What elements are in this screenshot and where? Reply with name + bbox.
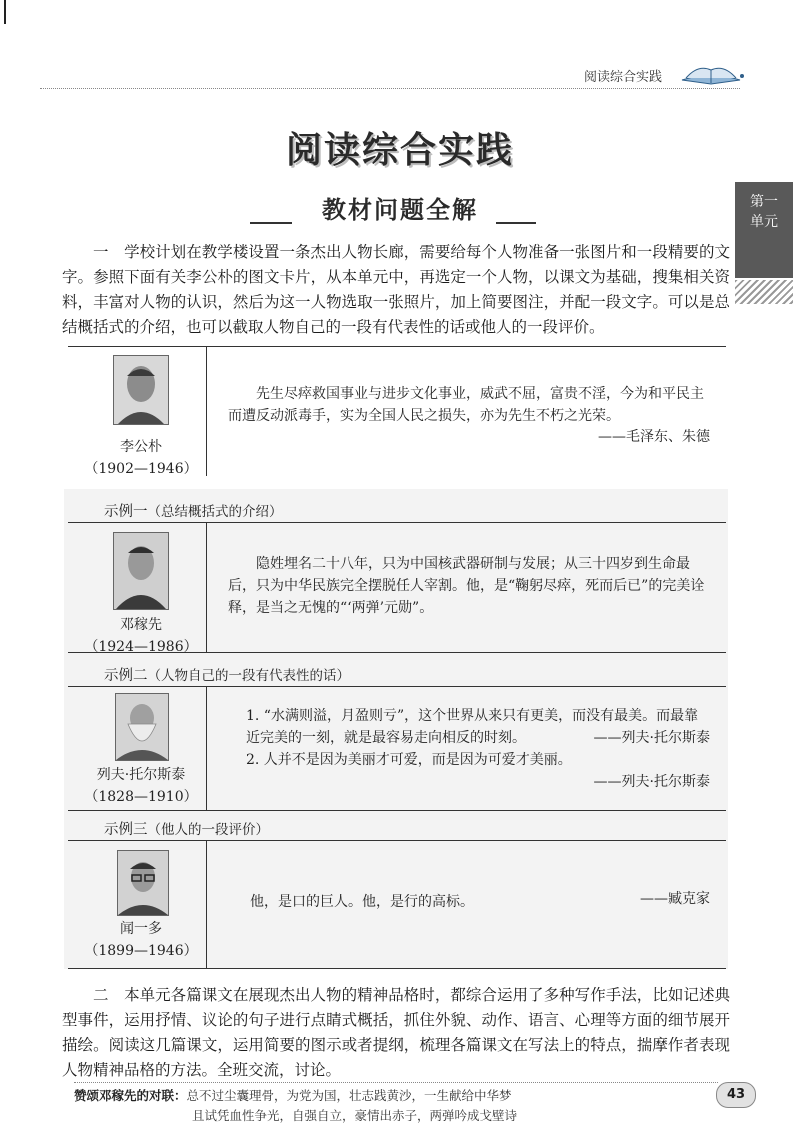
example2-quote1: 1. “水满则溢，月盈则亏”，这个世界从来只有更美，而没有最美。而最靠近完美的一刻，就是最容易走向相反的时刻。 bbox=[246, 708, 699, 746]
subtitle-rule-left bbox=[250, 222, 292, 224]
unit-tab-line2: 单元 bbox=[750, 214, 778, 230]
example2-heading bbox=[104, 664, 350, 685]
years-deng-jiaxian: （1924—1986） bbox=[84, 639, 198, 655]
page-number: 43 bbox=[716, 1082, 756, 1108]
example1-text: 隐姓埋名二十八年，只为中国核武器研制与发展；从三十四岁到生命最后，只为中华民族完全摆脱任人宰割。他，是“鞠躬尽瘁，死而后已”的完美诠释，是当之无愧的“‘两弹’元勋”。 bbox=[228, 556, 705, 616]
quote-li-gongpu: 先生尽瘁救国事业与进步文化事业，威武不屈，富贵不淫，今为和平民主而遭反动派毒手，实为全国人民之损失，亦为先生不朽之光荣。 bbox=[228, 386, 704, 424]
examples-bottom-rule bbox=[68, 968, 726, 969]
footer-line2: 且试凭血性争光，自强自立，豪情出赤子，两弹吟成戈壁诗 bbox=[192, 1108, 518, 1123]
portrait-wen-yiduo bbox=[117, 850, 169, 916]
example2-attribution1: ——列夫·托尔斯泰 bbox=[593, 730, 710, 746]
section-subtitle: 教材问题全解 bbox=[322, 196, 478, 224]
caption-wen-yiduo bbox=[72, 918, 210, 962]
example2-separator bbox=[68, 652, 726, 653]
example3-label: 示例三 bbox=[104, 822, 148, 838]
example3-quote: 他，是口的巨人。他，是行的高标。 bbox=[250, 894, 474, 910]
example1-paren: （总结概括式的介绍） bbox=[147, 504, 283, 520]
example3-heading bbox=[104, 818, 269, 839]
example2-label: 示例二 bbox=[104, 668, 148, 684]
footer-label: 赞颂邓稼先的对联： bbox=[74, 1088, 187, 1103]
header-rule bbox=[40, 88, 740, 89]
years-wen-yiduo: （1899—1946） bbox=[84, 943, 198, 959]
unit-tab-line1: 第一 bbox=[750, 194, 778, 210]
example2-quote2: 2. 人并不是因为美丽才可爱，而是因为可爱才美丽。 bbox=[246, 752, 572, 768]
example3-attribution: ——臧克家 bbox=[640, 891, 710, 907]
question-two-text: 二 本单元各篇课文在展现杰出人物的精神品格时，都综合运用了多种写作手法，比如记述典型事件，运用抒情、议论的句子进行点睛式概括，抓住外貌、动作、语言、心理等方面的细节展开描绘。阅读这几篇课文，运用简要的图示或者提纲，梳理各篇课文在写法上的特点，揣摩作者表现人物精神品格的方法。全班交流，讨论。 bbox=[62, 986, 730, 1079]
example1-top-rule bbox=[68, 522, 726, 523]
example2-paren: （人物自己的一段有代表性的话） bbox=[147, 668, 350, 684]
card-top-rule bbox=[68, 346, 726, 347]
margin-mark bbox=[4, 0, 6, 24]
footer-line1: 总不过尘囊理骨，为党为国，壮志践黄沙，一生献给中华梦 bbox=[186, 1088, 512, 1103]
caption-tolstoy bbox=[72, 764, 210, 808]
name-li-gongpu: 李公朴 bbox=[120, 439, 162, 455]
example1-label: 示例一 bbox=[104, 504, 148, 520]
portrait-deng-jiaxian bbox=[113, 532, 169, 610]
page-title: 阅读综合实践 bbox=[285, 130, 514, 171]
name-wen-yiduo: 闻一多 bbox=[120, 921, 162, 937]
caption-li-gongpu bbox=[72, 436, 210, 480]
question-one-text: 一 学校计划在教学楼设置一条杰出人物长廊，需要给每个人物准备一张图片和一段精要的文字。参照下面有关李公朴的图文卡片，从本单元中，再选定一个人物，以课文为基础，搜集相关资料，丰富对人物的认识，然后为这一人物选取一张照片，加上简要图注，并配一段文字。可以是总结概括式的介绍，也可以截取人物自己的一段有代表性的话或他人的一段评价。 bbox=[62, 243, 730, 336]
name-deng-jiaxian: 邓稼先 bbox=[120, 617, 162, 633]
portrait-li-gongpu bbox=[113, 355, 169, 425]
example2-attribution2: ——列夫·托尔斯泰 bbox=[593, 774, 710, 790]
example2-top-rule bbox=[68, 686, 726, 687]
tab-stripes bbox=[735, 280, 793, 304]
example3-top-rule bbox=[68, 840, 726, 841]
name-tolstoy: 列夫·托尔斯泰 bbox=[96, 767, 186, 783]
subtitle-rule-right bbox=[496, 222, 536, 224]
example3-separator bbox=[68, 810, 726, 811]
years-li-gongpu: （1902—1946） bbox=[84, 461, 198, 477]
portrait-tolstoy bbox=[115, 693, 169, 761]
example3-paren: （他人的一段评价） bbox=[147, 822, 269, 838]
book-icon bbox=[676, 58, 746, 86]
header-section-title: 阅读综合实践 bbox=[584, 70, 663, 85]
footer-rule bbox=[74, 1082, 718, 1083]
example1-heading bbox=[104, 500, 283, 521]
attribution-li-gongpu: ——毛泽东、朱德 bbox=[598, 429, 710, 445]
years-tolstoy: （1828—1910） bbox=[84, 789, 198, 805]
footer-couplet bbox=[74, 1086, 714, 1126]
